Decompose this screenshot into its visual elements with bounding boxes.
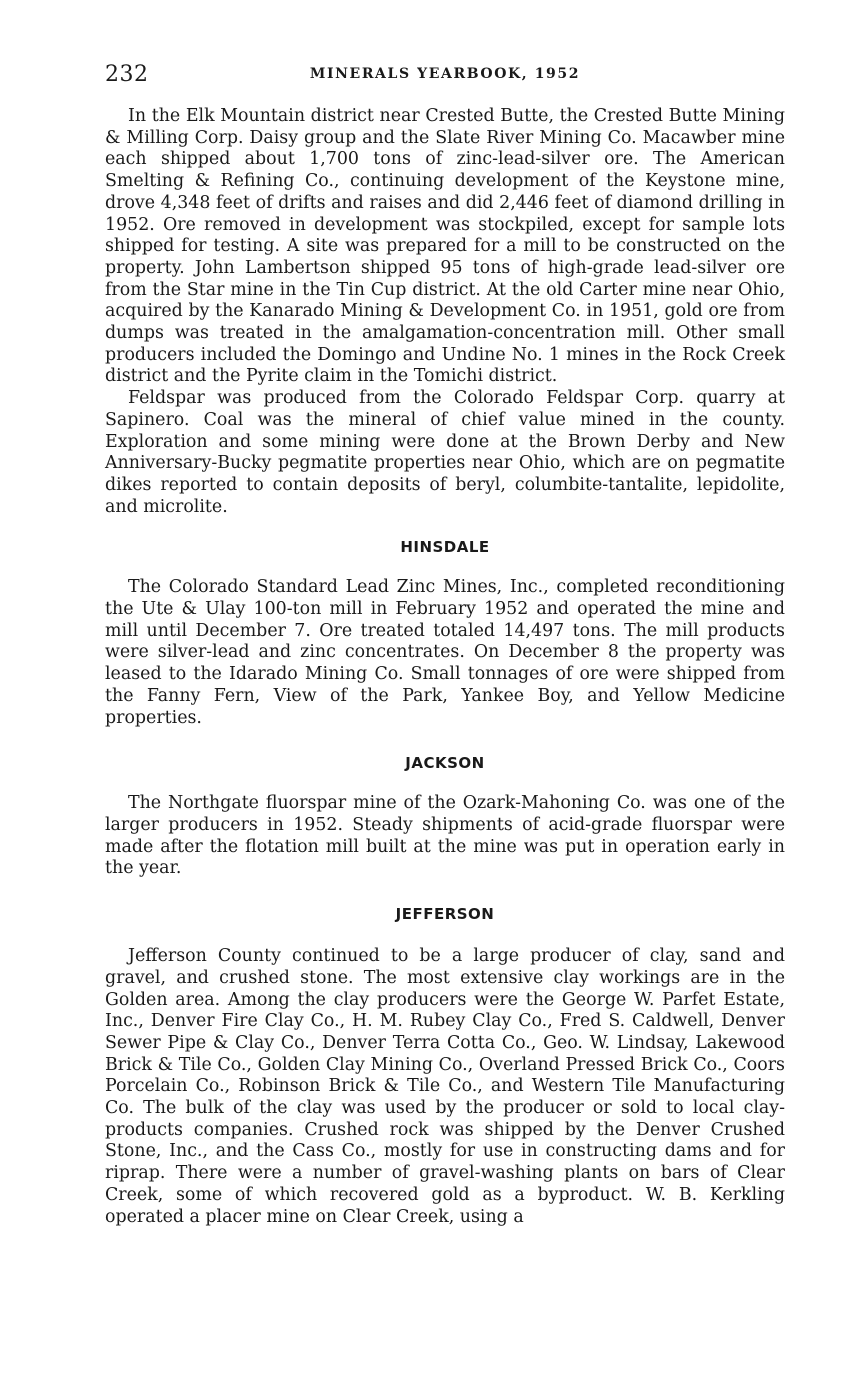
paragraph-elk-mountain: In the Elk Mountain district near Crested Butte, the Crested Butte Mining & Milling Corp. Daisy group and the Slate River Mining Co. Macawber mine each shipped about 1,700 tons of zinc-lead-silver ore. The American Smelting & Refining Co., continuing development of the Keystone mine, drove 4,348 feet of drifts and raises and did 2,446 feet of diamond drilling in 1952. Ore removed in development was stockpiled, except for sample lots shipped for testing. A site was prepared for a mill to be constructed on the property. John Lambertson shipped 95 tons of high-grade lead-silver ore from the Star mine in the Tin Cup district. At the old Carter mine near Ohio, acquired by the Kanarado Mining & Development Co. in 1951, gold ore from dumps was treated in the amalgamation-concentration mill. Other small producers included the Domingo and Undine No. 1 mines in the Rock Creek district and the Pyrite claim in the Tomichi district.	[105, 106, 785, 387]
paragraph-jackson: The Northgate fluorspar mine of the Ozark-Mahoning Co. was one of the larger producers in 1952. Steady shipments of acid-grade fluorspar were made after the flotation mill built at the mine was put in operation early in the year.	[105, 793, 785, 879]
running-title: MINERALS YEARBOOK, 1952	[309, 66, 581, 82]
paragraph-jefferson: Jefferson County continued to be a large producer of clay, sand and gravel, and crushed stone. The most extensive clay workings are in the Golden area. Among the clay producers were the George W. Parfet Estate, Inc., Denver Fire Clay Co., H. M. Rubey Clay Co., Fred S. Caldwell, Denver Sewer Pipe & Clay Co., Denver Terra Cotta Co., Geo. W. Lindsay, Lakewood Brick & Tile Co., Golden Clay Mining Co., Overland Pressed Brick Co., Coors Porcelain Co., Robinson Brick & Tile Co., and Western Tile Manufacturing Co. The bulk of the clay was used by the producer or sold to local clay-products companies. Crushed rock was shipped by the Denver Crushed Stone, Inc., and the Cass Co., mostly for use in constructing dams and for riprap. There were a number of gravel-washing plants on bars of Clear Creek, some of which recovered gold as a byproduct. W. B. Kerkling operated a placer mine on Clear Creek, using a	[105, 946, 785, 1227]
page-number: 232	[105, 62, 149, 87]
section-heading-hinsdale: HINSDALE	[400, 538, 490, 557]
paragraph-hinsdale: The Colorado Standard Lead Zinc Mines, Inc., completed reconditioning the Ute & Ulay 100-ton mill in February 1952 and operated the mine and mill until December 7. Ore treated totaled 14,497 tons. The mill products were silver-lead and zinc concentrates. On December 8 the property was leased to the Idarado Mining Co. Small tonnages of ore were shipped from the Fanny Fern, View of the Park, Yankee Boy, and Yellow Medicine properties.	[105, 577, 785, 728]
document-page	[105, 62, 785, 1228]
running-header	[105, 62, 785, 92]
section-heading-jefferson: JEFFERSON	[395, 905, 495, 924]
paragraph-feldspar: Feldspar was produced from the Colorado Feldspar Corp. quarry at Sapinero. Coal was the mineral of chief value mined in the county. Exploration and some mining were done at the Brown Derby and New Anniversary-Bucky pegmatite properties near Ohio, which are on pegmatite dikes reported to contain deposits of beryl, columbite-tantalite, lepidolite, and microlite.	[105, 388, 785, 517]
section-heading-jackson: JACKSON	[405, 754, 485, 773]
